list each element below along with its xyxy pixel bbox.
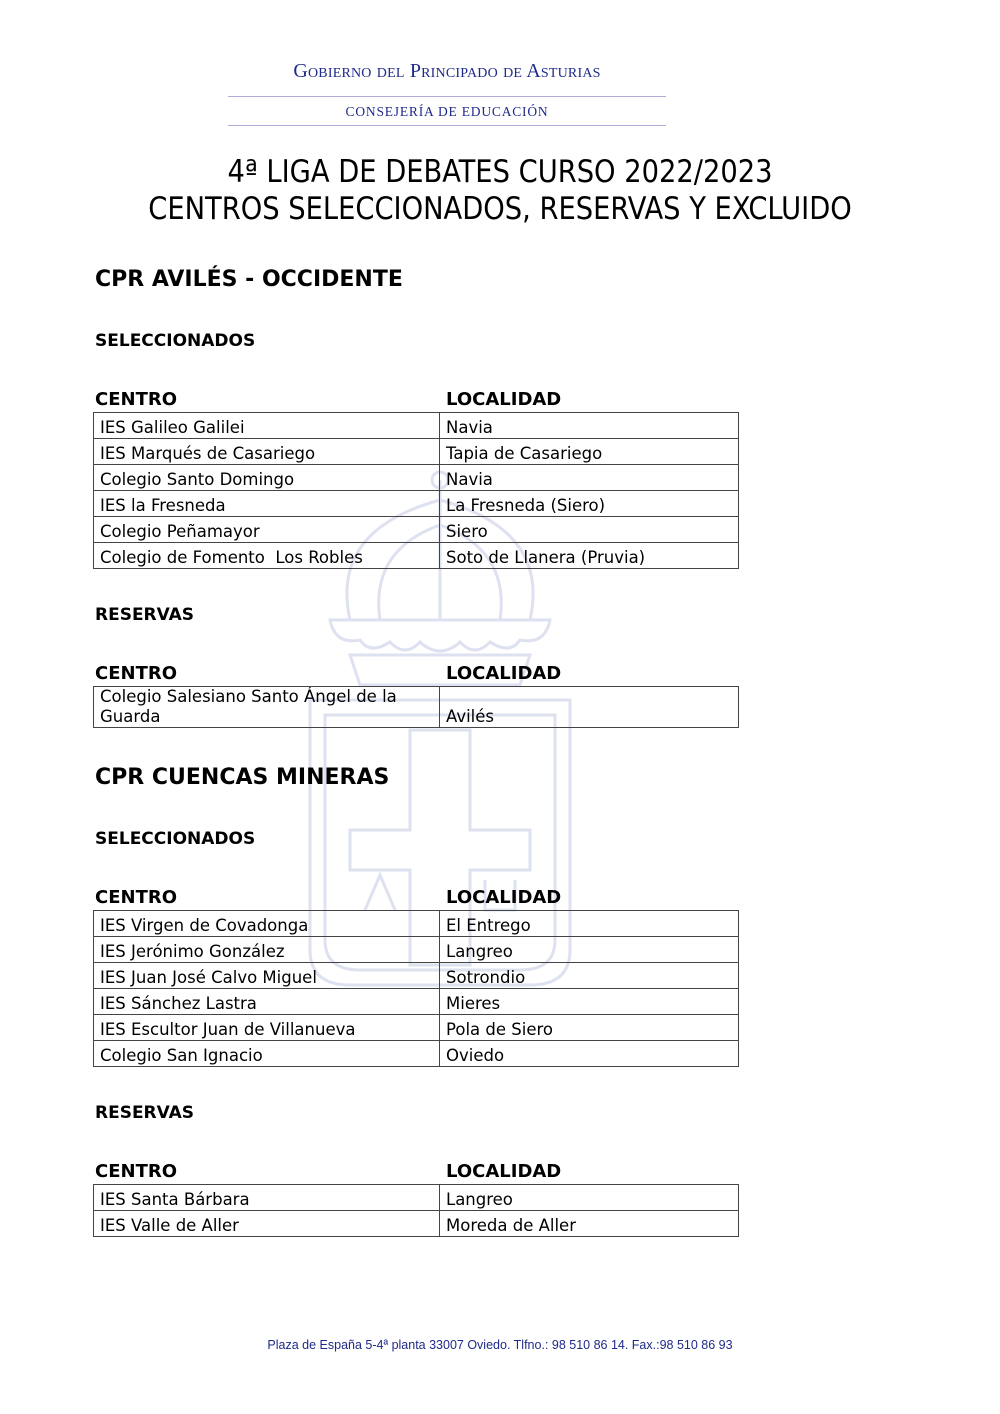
group-label-seleccionados: SELECCIONADOS <box>95 829 256 849</box>
table-row <box>94 517 739 543</box>
cell-centro: IES Galileo Galilei <box>94 413 440 439</box>
cell-localidad: Soto de Llanera (Pruvia) <box>440 543 739 569</box>
group-label-reservas: RESERVAS <box>95 1103 195 1123</box>
group-label-reservas: RESERVAS <box>95 605 195 625</box>
table-row <box>94 465 739 491</box>
title-line-1: 4ª LIGA DE DEBATES CURSO 2022/2023 <box>227 154 773 190</box>
table-row <box>94 911 739 937</box>
table-header <box>93 886 738 910</box>
government-name: Gobierno del Principado de Asturias <box>293 60 601 82</box>
letterhead <box>228 56 666 126</box>
cell-centro: IES Jerónimo González <box>94 937 440 963</box>
column-header-centro: CENTRO <box>95 1161 178 1182</box>
table-row <box>94 687 739 728</box>
table-row <box>94 1041 739 1067</box>
column-header-centro: CENTRO <box>95 887 178 908</box>
cell-centro: IES Juan José Calvo Miguel <box>94 963 440 989</box>
table-row <box>94 1185 739 1211</box>
cell-localidad: Langreo <box>440 937 739 963</box>
table-row <box>94 1211 739 1237</box>
column-header-centro: CENTRO <box>95 389 178 410</box>
cell-localidad: El Entrego <box>440 911 739 937</box>
table-header <box>93 388 738 412</box>
group-label-seleccionados: SELECCIONADOS <box>95 331 256 351</box>
cell-localidad: Siero <box>440 517 739 543</box>
cell-localidad: Avilés <box>440 687 739 728</box>
cell-localidad: Navia <box>440 413 739 439</box>
column-header-localidad: LOCALIDAD <box>446 887 562 908</box>
cell-centro: Colegio Santo Domingo <box>94 465 440 491</box>
cell-centro: IES Santa Bárbara <box>94 1185 440 1211</box>
section-heading-cpr-aviles: CPR AVILÉS - OCCIDENTE <box>95 267 403 292</box>
cell-localidad: Navia <box>440 465 739 491</box>
cell-localidad: Mieres <box>440 989 739 1015</box>
cell-centro: Colegio San Ignacio <box>94 1041 440 1067</box>
cell-localidad: Moreda de Aller <box>440 1211 739 1237</box>
section-heading-cpr-cuencas-mineras: CPR CUENCAS MINERAS <box>95 765 390 790</box>
letterhead-divider <box>228 125 666 126</box>
column-header-localidad: LOCALIDAD <box>446 389 562 410</box>
table-row <box>94 963 739 989</box>
cell-centro: IES Sánchez Lastra <box>94 989 440 1015</box>
column-header-localidad: LOCALIDAD <box>446 663 562 684</box>
cell-centro: IES Marqués de Casariego <box>94 439 440 465</box>
table-reservas-cuencas <box>93 1160 738 1237</box>
table-row <box>94 543 739 569</box>
cell-centro: IES la Fresneda <box>94 491 440 517</box>
table-reservas-aviles <box>93 662 738 728</box>
column-header-centro: CENTRO <box>95 663 178 684</box>
cell-centro: IES Virgen de Covadonga <box>94 911 440 937</box>
cell-centro: IES Escultor Juan de Villanueva <box>94 1015 440 1041</box>
cell-localidad: Tapia de Casariego <box>440 439 739 465</box>
table-header <box>93 1160 738 1184</box>
column-header-localidad: LOCALIDAD <box>446 1161 562 1182</box>
cell-centro: Colegio Salesiano Santo Ángel de la Guarda <box>94 687 440 728</box>
cell-centro: Colegio de Fomento Los Robles <box>94 543 440 569</box>
cell-localidad: Oviedo <box>440 1041 739 1067</box>
table-row <box>94 989 739 1015</box>
department-name: CONSEJERÍA DE EDUCACIÓN <box>345 104 549 119</box>
title-line-2: CENTROS SELECCIONADOS, RESERVAS Y EXCLUIDO <box>148 191 852 227</box>
document-title <box>0 154 1000 228</box>
footer-address: Plaza de España 5-4ª planta 33007 Oviedo. Tlfno.: 98 510 86 14. Fax.:98 510 86 93 <box>267 1338 733 1352</box>
cell-localidad: Langreo <box>440 1185 739 1211</box>
table-seleccionados-cuencas <box>93 886 738 1067</box>
table-row <box>94 937 739 963</box>
table-row <box>94 491 739 517</box>
table-seleccionados-aviles <box>93 388 738 569</box>
cell-localidad: La Fresneda (Siero) <box>440 491 739 517</box>
cell-centro: IES Valle de Aller <box>94 1211 440 1237</box>
cell-localidad: Sotrondio <box>440 963 739 989</box>
table-row <box>94 413 739 439</box>
table-header <box>93 662 738 686</box>
table-row <box>94 439 739 465</box>
cell-localidad: Pola de Siero <box>440 1015 739 1041</box>
table-row <box>94 1015 739 1041</box>
cell-centro: Colegio Peñamayor <box>94 517 440 543</box>
